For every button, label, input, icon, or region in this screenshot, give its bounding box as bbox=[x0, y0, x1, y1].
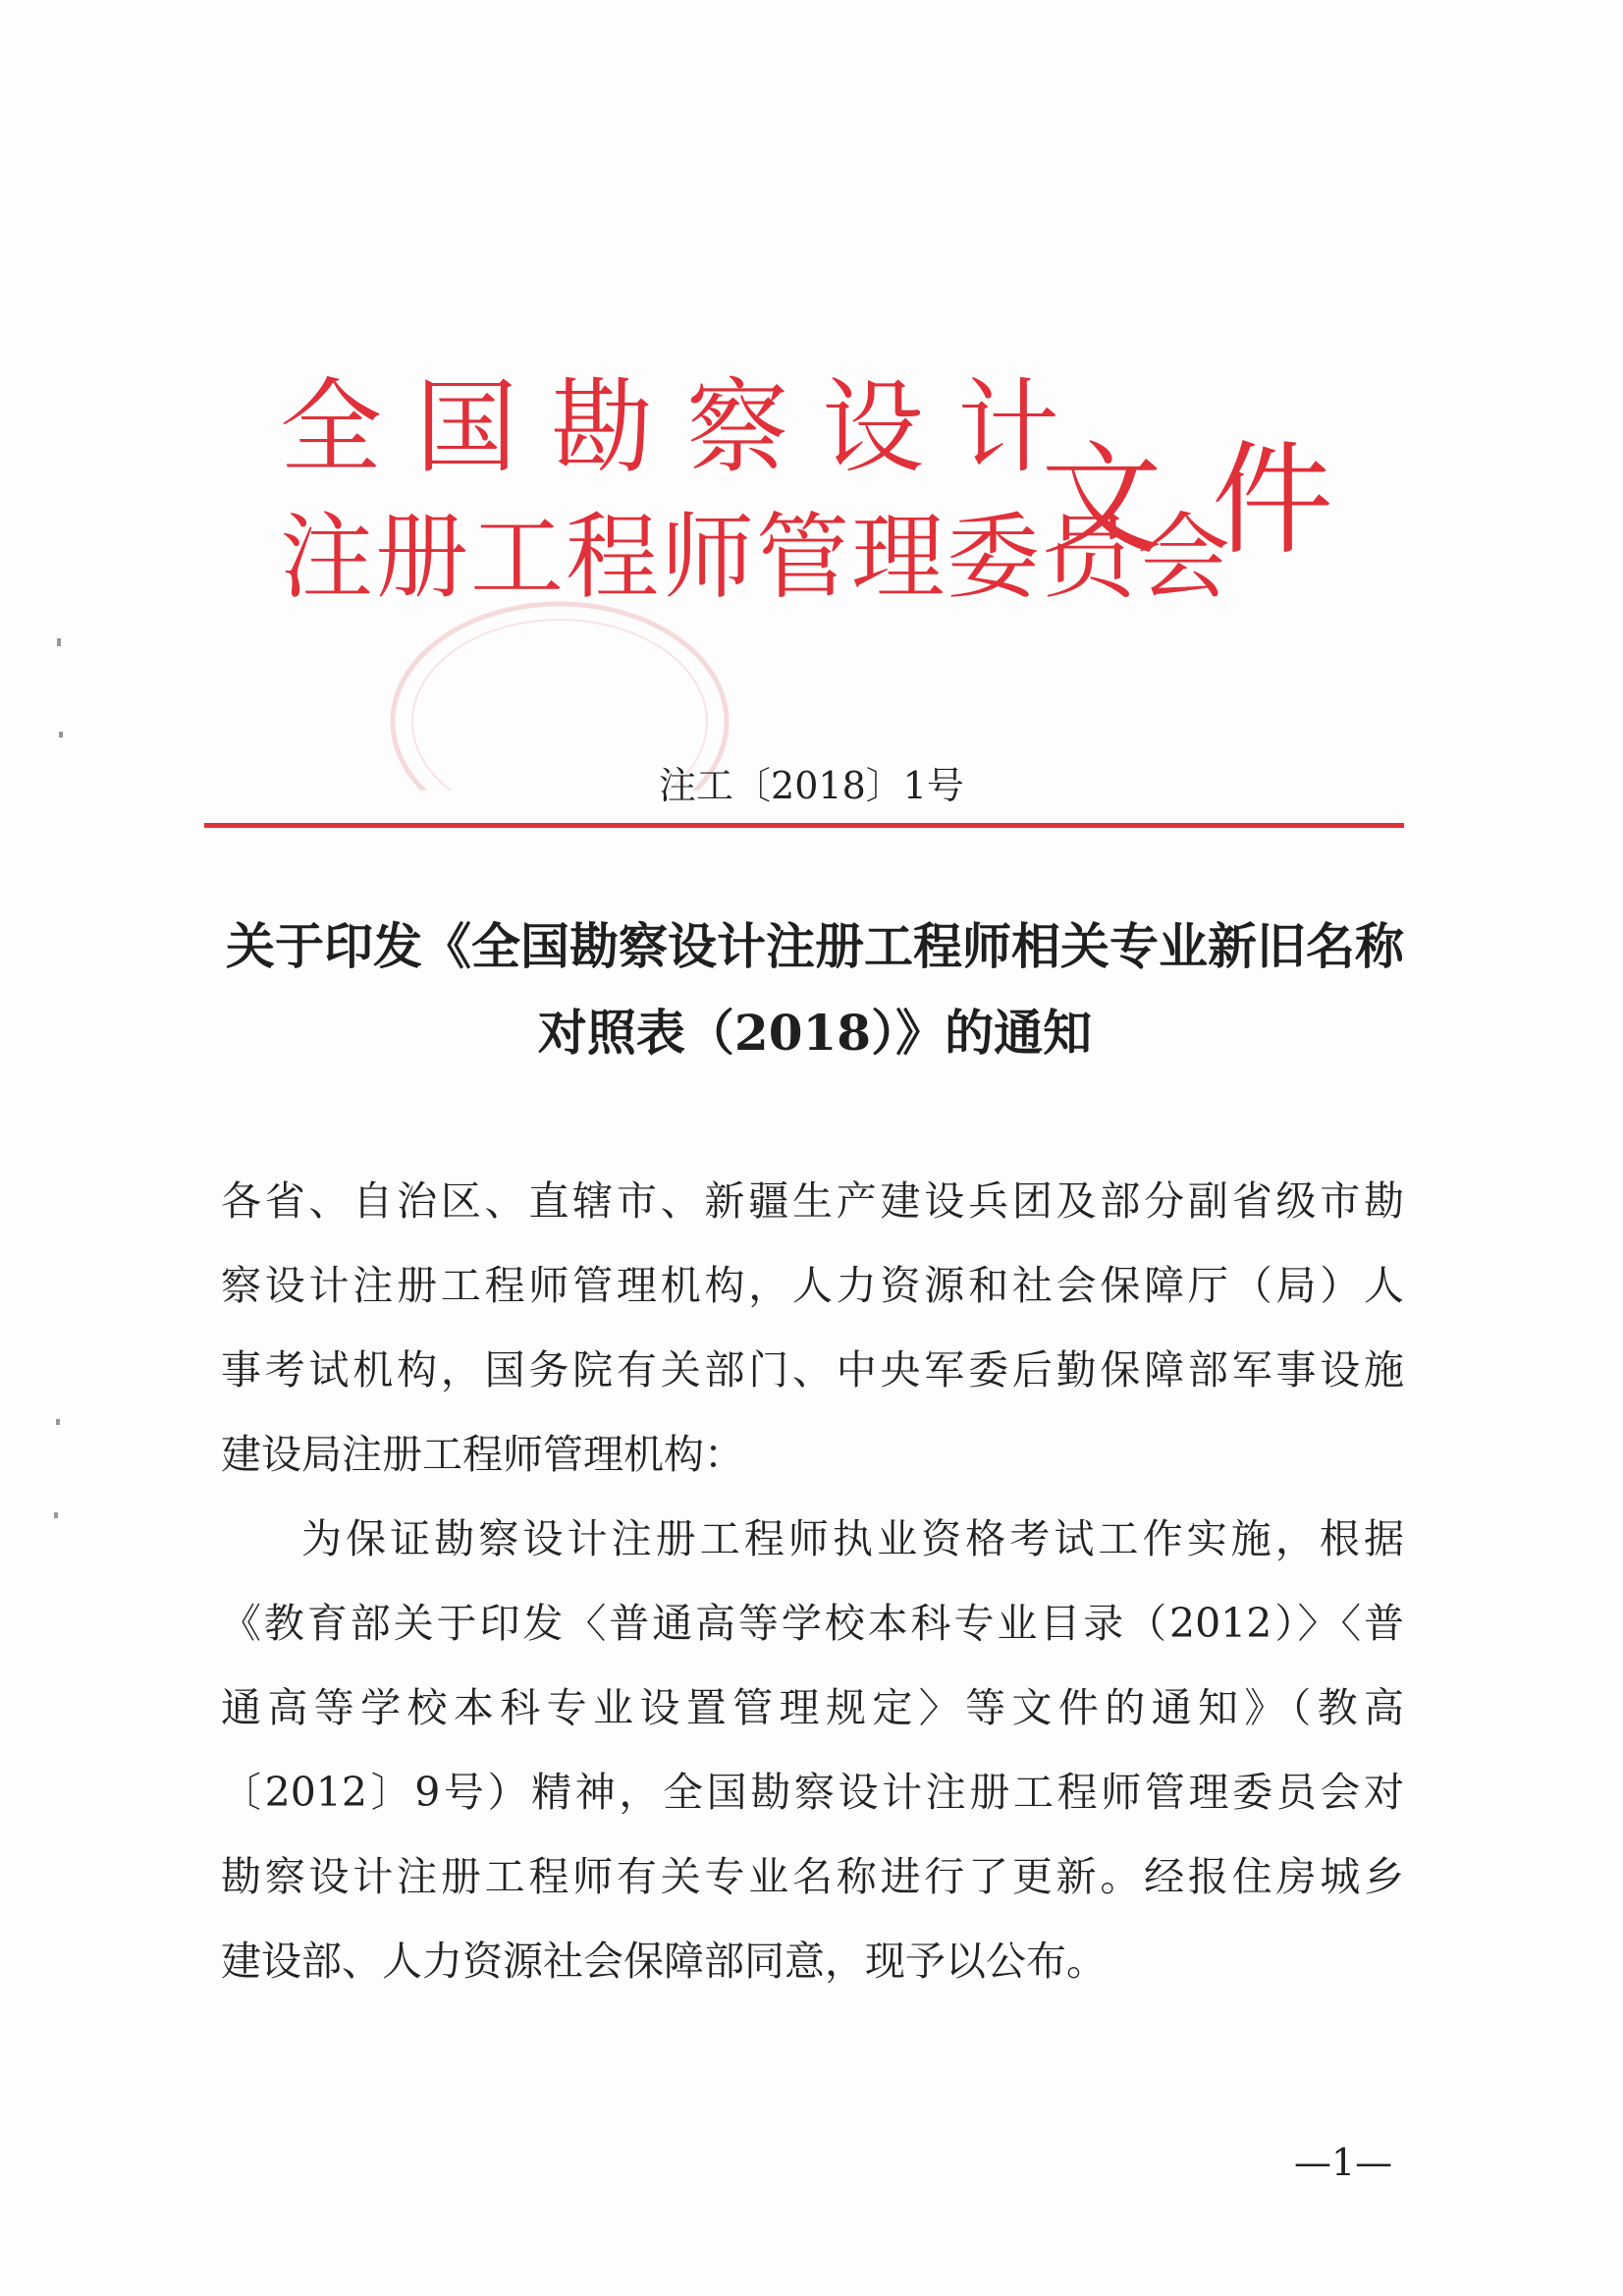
body-line: 建设局注册工程师管理机构： bbox=[221, 1431, 744, 1478]
header-org-line2: 注册工程师管理委员会 bbox=[280, 504, 1233, 612]
seal-stamp-icon bbox=[378, 574, 731, 791]
body-line: 各省、自治区、直辖市、新疆生产建设兵团及部分副省级市勘 bbox=[221, 1177, 1404, 1225]
body-line: 建设部、人力资源社会保障部同意，现予以公布。 bbox=[221, 1938, 1107, 1985]
document-number: 注工〔2018〕1号 bbox=[659, 764, 964, 807]
body-line: 事考试机构，国务院有关部门、中央军委后勤保障部军事设施 bbox=[221, 1346, 1404, 1394]
title-line-1: 关于印发《全国勘察设计注册工程师相关专业新旧名称 bbox=[226, 917, 1404, 975]
body-line: 《教育部关于印发〈普通高等学校本科专业目录（2012）〉〈普 bbox=[221, 1600, 1404, 1647]
scan-mark bbox=[57, 638, 61, 646]
body-line: 察设计注册工程师管理机构，人力资源和社会保障厅（局）人 bbox=[221, 1262, 1404, 1309]
scan-mark bbox=[54, 1512, 58, 1518]
body-line: 通高等学校本科专业设置管理规定〉等文件的通知》（教高 bbox=[221, 1684, 1404, 1731]
red-divider-line bbox=[204, 823, 1404, 828]
scan-mark bbox=[59, 732, 63, 738]
body-line: 为保证勘察设计注册工程师执业资格考试工作实施，根据 bbox=[301, 1515, 1404, 1562]
document-body bbox=[221, 1159, 1404, 2003]
page-number: —1— bbox=[1294, 2141, 1393, 2184]
body-line: 勘察设计注册工程师有关专业名称进行了更新。经报住房城乡 bbox=[221, 1853, 1404, 1900]
document-title bbox=[177, 903, 1453, 1076]
scan-mark bbox=[56, 1419, 60, 1425]
header-org-line1: 全国勘察设计 bbox=[280, 367, 1094, 487]
body-line: 〔2012〕9号）精神，全国勘察设计注册工程师管理委员会对 bbox=[221, 1769, 1404, 1816]
title-line-2: 对照表（2018）》的通知 bbox=[537, 1004, 1093, 1062]
header-doc-word: 文件 bbox=[1041, 430, 1383, 572]
